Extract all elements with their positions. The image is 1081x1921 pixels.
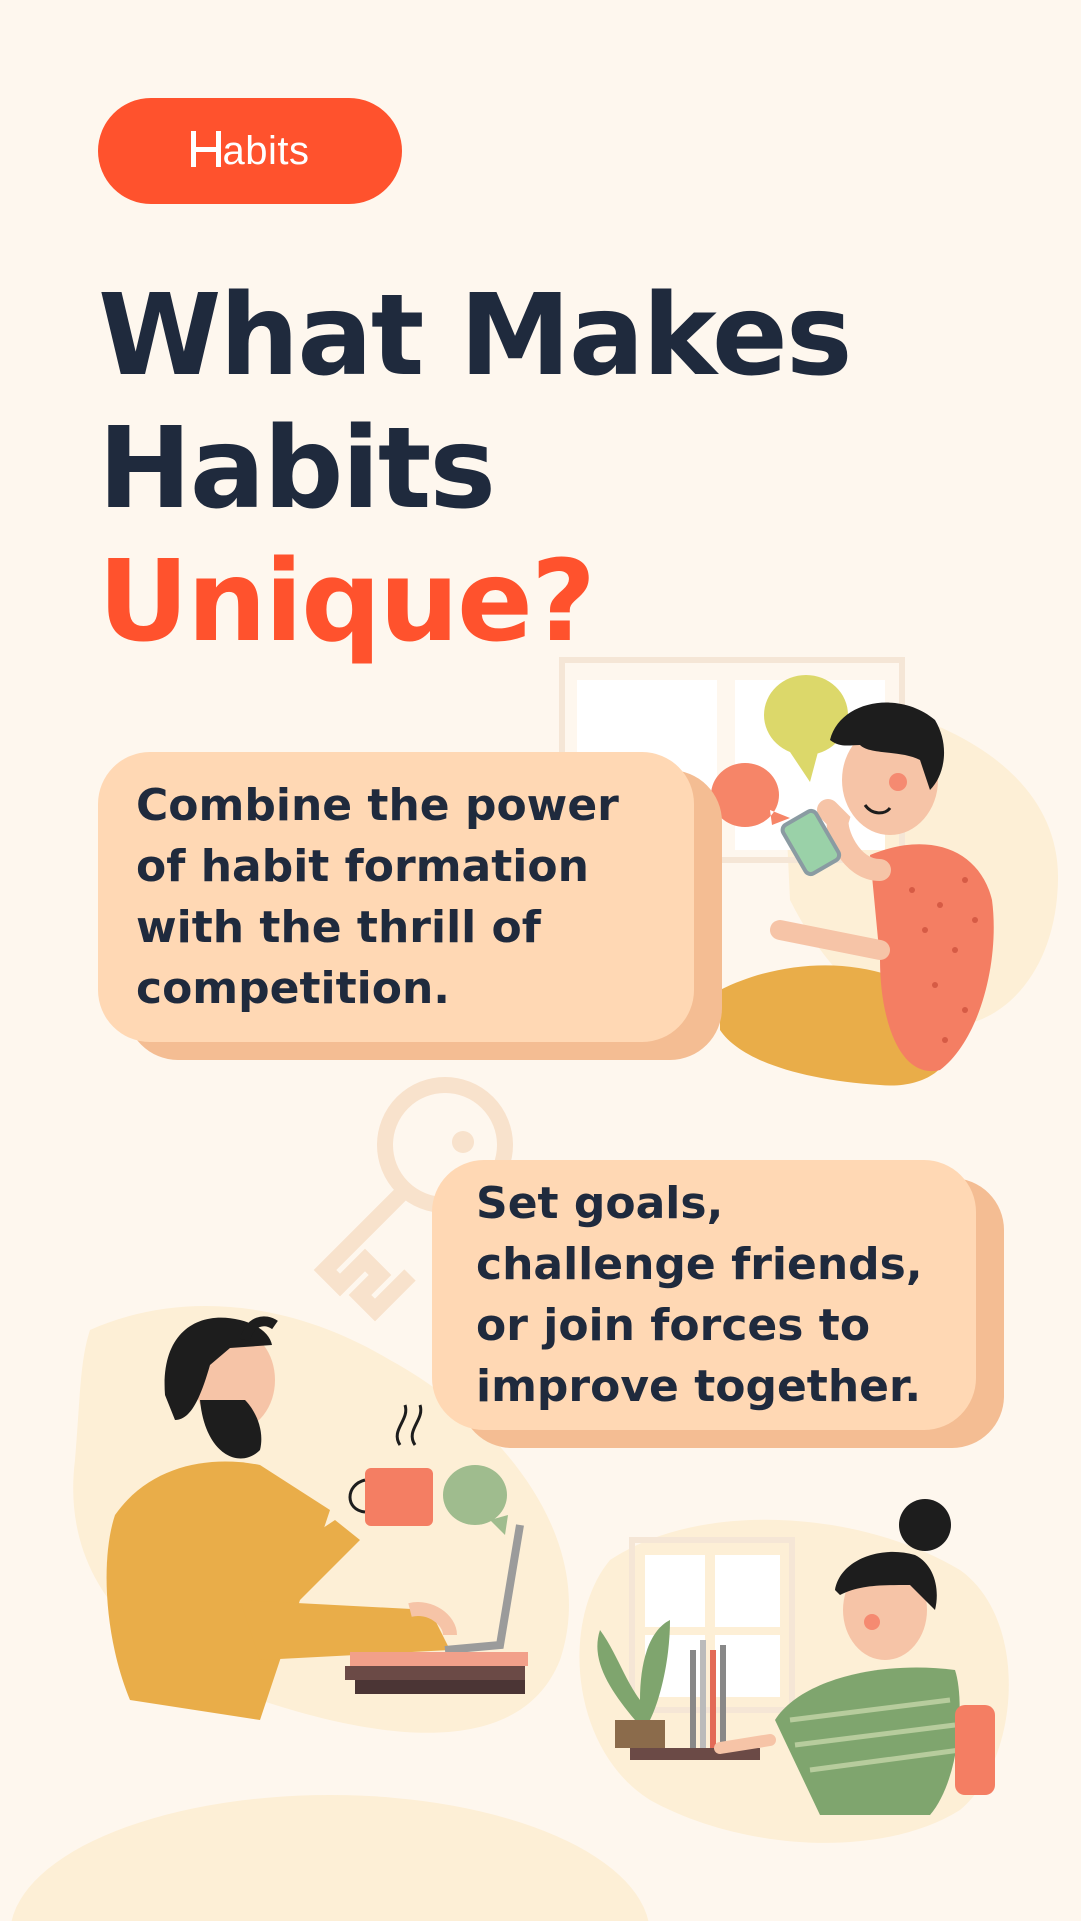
brand-logo-text: abits [222,128,310,173]
feature-card-goals [432,1160,976,1430]
logo-h-icon [191,131,221,167]
brand-logo [191,129,310,174]
title-line-2: Habits [98,404,495,534]
feature-card-competition [98,752,694,1042]
feature-card-text: Combine the power of habit formation with the thrill of competition. [136,780,619,1014]
feature-card-text: Set goals, challenge friends, or join forces to improve together. [476,1178,923,1412]
title-line-1: What Makes [98,271,851,401]
brand-logo-pill [98,98,402,204]
page-title [98,270,898,669]
bottom-blob [10,1795,650,1921]
key-hole [452,1131,474,1153]
title-accent: Unique? [98,537,594,667]
